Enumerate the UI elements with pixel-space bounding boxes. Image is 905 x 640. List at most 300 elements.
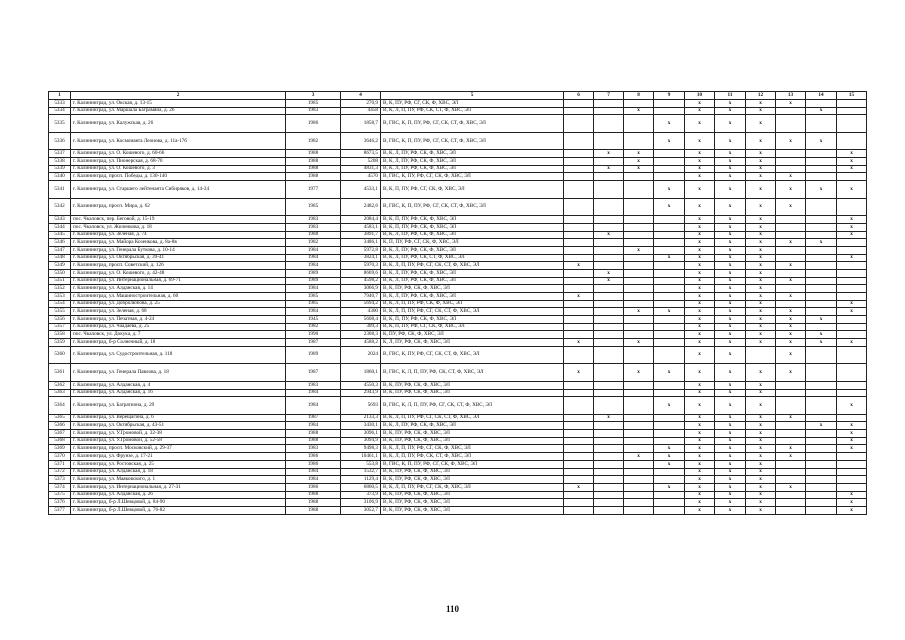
mark-cell-col-9	[654, 437, 685, 445]
mark-cell-col-7	[594, 308, 624, 316]
address-cell: г. Калининград, просп. Мира, д. 62	[71, 198, 286, 216]
mark-cell-col-15: х	[837, 223, 867, 231]
mark-cell-col-7	[594, 437, 624, 445]
mark-cell-col-13	[776, 115, 806, 133]
mark-cell-col-13: х	[776, 100, 806, 108]
mark-cell-col-9	[654, 300, 685, 308]
systems-cell: В, К, ПУ, РФ, СК, Ф, ХВС, ЭЛ	[381, 381, 564, 389]
row-number-cell: 5377	[49, 506, 71, 514]
systems-cell: В, К, ПУ, РФ, СК, Ф, ХВС, ЭЛ	[381, 506, 564, 514]
mark-cell-col-15: х	[837, 397, 867, 415]
systems-cell: В, К, Л, П, ПУ, РФ, СК, Ф, ХВС, ЭЛ	[381, 300, 564, 308]
row-number-cell: 5354	[49, 300, 71, 308]
mark-cell-col-12: х	[746, 254, 776, 262]
mark-cell-col-14	[806, 173, 837, 181]
mark-cell-col-7	[594, 239, 624, 247]
row-number-cell: 5358	[49, 331, 71, 339]
table-row	[49, 499, 867, 507]
area-cell: 4583,1	[341, 223, 381, 231]
mark-cell-col-6	[564, 269, 594, 277]
table-row	[49, 246, 867, 254]
row-number-cell: 5343	[49, 216, 71, 224]
row-number-cell: 5348	[49, 254, 71, 262]
mark-cell-col-15	[837, 476, 867, 484]
mark-cell-col-8	[624, 430, 654, 438]
mark-cell-col-6	[564, 381, 594, 389]
mark-cell-col-7	[594, 339, 624, 347]
mark-cell-col-12: х	[746, 262, 776, 270]
address-cell: пос. Чкаловск, ул. Докука, д. 7	[71, 331, 286, 339]
mark-cell-col-11: х	[715, 107, 746, 115]
mark-cell-col-13	[776, 499, 806, 507]
systems-cell: В, К, ПУ, РФ, СК, Ф, ХВС, ЭЛ	[381, 430, 564, 438]
systems-cell: В, К, Л, ПУ, РФ, СК, Ф, ХВС, ЭЛ	[381, 277, 564, 285]
year-cell: 1945	[286, 316, 341, 324]
mark-cell-col-8	[624, 100, 654, 108]
year-cell: 1983	[286, 223, 341, 231]
buildings-table	[48, 91, 867, 515]
mark-cell-col-11: х	[715, 277, 746, 285]
mark-cell-col-15	[837, 389, 867, 397]
mark-cell-col-14: х	[806, 331, 837, 339]
mark-cell-col-9: х	[654, 132, 685, 150]
mark-cell-col-13: х	[776, 445, 806, 453]
mark-cell-col-7	[594, 285, 624, 293]
table-row	[49, 231, 867, 239]
mark-cell-col-15: х	[837, 445, 867, 453]
row-number-cell: 5375	[49, 491, 71, 499]
mark-cell-col-10: х	[685, 269, 715, 277]
mark-cell-col-15: х	[837, 491, 867, 499]
mark-cell-col-10: х	[685, 468, 715, 476]
mark-cell-col-12: х	[746, 107, 776, 115]
systems-cell: В, К, ПУ, РФ, СК, Ф, ХВС, ЭЛ	[381, 437, 564, 445]
row-number-cell: 5372	[49, 468, 71, 476]
mark-cell-col-15: х	[837, 339, 867, 347]
header-cell: 12	[746, 92, 776, 100]
mark-cell-col-13: х	[776, 453, 806, 461]
mark-cell-col-14	[806, 460, 837, 468]
row-number-cell: 5335	[49, 115, 71, 133]
mark-cell-col-11: х	[715, 499, 746, 507]
year-cell: 1985	[286, 300, 341, 308]
mark-cell-col-15: х	[837, 422, 867, 430]
table-row	[49, 468, 867, 476]
mark-cell-col-11: х	[715, 323, 746, 331]
mark-cell-col-9	[654, 293, 685, 301]
mark-cell-col-13: х	[776, 483, 806, 491]
header-cell: 11	[715, 92, 746, 100]
mark-cell-col-13	[776, 246, 806, 254]
mark-cell-col-12	[746, 346, 776, 364]
mark-cell-col-8	[624, 460, 654, 468]
mark-cell-col-15	[837, 246, 867, 254]
mark-cell-col-7	[594, 181, 624, 199]
mark-cell-col-10: х	[685, 414, 715, 422]
area-cell: 1860,1	[341, 364, 381, 382]
mark-cell-col-6	[564, 414, 594, 422]
mark-cell-col-13	[776, 506, 806, 514]
table-row	[49, 254, 867, 262]
mark-cell-col-13: х	[776, 239, 806, 247]
mark-cell-col-10: х	[685, 397, 715, 415]
mark-cell-col-6	[564, 300, 594, 308]
mark-cell-col-10: х	[685, 506, 715, 514]
mark-cell-col-8	[624, 422, 654, 430]
mark-cell-col-14	[806, 277, 837, 285]
table-row	[49, 460, 867, 468]
header-cell: 15	[837, 92, 867, 100]
mark-cell-col-12: х	[746, 158, 776, 166]
mark-cell-col-9: х	[654, 460, 685, 468]
address-cell: г. Калининград, ул. Маршала Баграмяна, д. 26	[71, 107, 286, 115]
mark-cell-col-12: х	[746, 293, 776, 301]
address-cell: г. Калининград, б-р Л.Шевцовой, д. 84-90	[71, 499, 286, 507]
systems-cell: В, К, Л, ПУ, РФ, СК, Ф, ХВС, ЭЛ	[381, 246, 564, 254]
mark-cell-col-8	[624, 181, 654, 199]
address-cell: г. Калининград, ул. Печатная, д. 4-24	[71, 316, 286, 324]
address-cell: г. Калининград, просп. Победы, д. 130-140	[71, 173, 286, 181]
mark-cell-col-8	[624, 414, 654, 422]
mark-cell-col-10: х	[685, 216, 715, 224]
mark-cell-col-7: х	[594, 277, 624, 285]
address-cell: г. Калининград, ул. Ростовская, д. 25	[71, 460, 286, 468]
mark-cell-col-7	[594, 173, 624, 181]
year-cell: 1984	[286, 254, 341, 262]
address-cell: г. Калининград, ул. О. Кошевого, д. 60-66	[71, 150, 286, 158]
mark-cell-col-7	[594, 483, 624, 491]
mark-cell-col-12: х	[746, 277, 776, 285]
mark-cell-col-6	[564, 173, 594, 181]
mark-cell-col-12: х	[746, 132, 776, 150]
mark-cell-col-6	[564, 115, 594, 133]
mark-cell-col-6	[564, 216, 594, 224]
mark-cell-col-10: х	[685, 331, 715, 339]
mark-cell-col-10: х	[685, 173, 715, 181]
mark-cell-col-9	[654, 231, 685, 239]
area-cell: 10461,1	[341, 453, 381, 461]
year-cell: 1988	[286, 165, 341, 173]
address-cell: г. Калининград, ул. Чаадаева, д. 25	[71, 323, 286, 331]
mark-cell-col-6	[564, 246, 594, 254]
mark-cell-col-14: х	[806, 339, 837, 347]
table-row	[49, 346, 867, 364]
table-row	[49, 323, 867, 331]
mark-cell-col-10: х	[685, 460, 715, 468]
mark-cell-col-8	[624, 216, 654, 224]
table-row	[49, 389, 867, 397]
mark-cell-col-9: х	[654, 198, 685, 216]
mark-cell-col-15: х	[837, 300, 867, 308]
mark-cell-col-9	[654, 150, 685, 158]
mark-cell-col-14	[806, 506, 837, 514]
mark-cell-col-14: х	[806, 316, 837, 324]
mark-cell-col-10: х	[685, 262, 715, 270]
mark-cell-col-7	[594, 468, 624, 476]
mark-cell-col-14	[806, 293, 837, 301]
mark-cell-col-14	[806, 158, 837, 166]
mark-cell-col-10: х	[685, 430, 715, 438]
area-cell: 4831,3	[341, 165, 381, 173]
mark-cell-col-9: х	[654, 483, 685, 491]
row-number-cell: 5347	[49, 246, 71, 254]
systems-cell: В, К, Л, ПУ, РФ, СК, СТ, Ф, ХВС, ЭЛ	[381, 254, 564, 262]
mark-cell-col-11: х	[715, 181, 746, 199]
row-number-cell: 5373	[49, 476, 71, 484]
mark-cell-col-14	[806, 364, 837, 382]
row-number-cell: 5374	[49, 483, 71, 491]
address-cell: г. Калининград, б-р Л.Шевцовой, д. 76-82	[71, 506, 286, 514]
mark-cell-col-12: х	[746, 316, 776, 324]
table-row	[49, 397, 867, 415]
mark-cell-col-6: х	[564, 339, 594, 347]
mark-cell-col-11: х	[715, 223, 746, 231]
area-cell: 1129,4	[341, 476, 381, 484]
systems-cell: В, К, ПУ, РФ, СК, Ф, ХВС, ЭЛ	[381, 389, 564, 397]
mark-cell-col-7	[594, 132, 624, 150]
table-row	[49, 364, 867, 382]
page-number: 110	[445, 604, 459, 614]
year-cell: 1989	[286, 277, 341, 285]
area-cell: 3891,7	[341, 231, 381, 239]
mark-cell-col-15: х	[837, 158, 867, 166]
mark-cell-col-8	[624, 173, 654, 181]
mark-cell-col-9	[654, 165, 685, 173]
mark-cell-col-6	[564, 223, 594, 231]
row-number-cell: 5345	[49, 231, 71, 239]
mark-cell-col-12: х	[746, 150, 776, 158]
year-cell: 1982	[286, 132, 341, 150]
table-row	[49, 414, 867, 422]
mark-cell-col-15	[837, 198, 867, 216]
systems-cell: В, К, Л, ПУ, РФ, СК, Ф, ХВС, ЭЛ	[381, 293, 564, 301]
mark-cell-col-9	[654, 476, 685, 484]
year-cell: 1988	[286, 430, 341, 438]
mark-cell-col-7	[594, 506, 624, 514]
mark-cell-col-14	[806, 389, 837, 397]
row-number-cell: 5344	[49, 223, 71, 231]
systems-cell: В, К, ПУ, РФ, СК, Ф, ХВС, ЭЛ	[381, 468, 564, 476]
mark-cell-col-14	[806, 165, 837, 173]
area-cell: 373,9	[341, 491, 381, 499]
area-cell: 4300	[341, 308, 381, 316]
mark-cell-col-6: х	[564, 262, 594, 270]
address-cell: г. Калининград, ул. Машиностроительная, д. 60	[71, 293, 286, 301]
mark-cell-col-12: х	[746, 165, 776, 173]
year-cell: 1984	[286, 389, 341, 397]
mark-cell-col-12: х	[746, 499, 776, 507]
mark-cell-col-12: х	[746, 381, 776, 389]
table-row	[49, 430, 867, 438]
mark-cell-col-13	[776, 158, 806, 166]
mark-cell-col-15: х	[837, 165, 867, 173]
area-cell: 8673,5	[341, 150, 381, 158]
mark-cell-col-14	[806, 300, 837, 308]
year-cell: 1983	[286, 381, 341, 389]
mark-cell-col-9: х	[654, 445, 685, 453]
mark-cell-col-7	[594, 346, 624, 364]
table-row	[49, 476, 867, 484]
mark-cell-col-8	[624, 300, 654, 308]
mark-cell-col-8	[624, 437, 654, 445]
mark-cell-col-14	[806, 397, 837, 415]
mark-cell-col-13: х	[776, 277, 806, 285]
address-cell: г. Калининград, ул. Верещагина, д. 6	[71, 414, 286, 422]
row-number-cell: 5338	[49, 158, 71, 166]
table-row	[49, 216, 867, 224]
mark-cell-col-9	[654, 491, 685, 499]
mark-cell-col-12: х	[746, 437, 776, 445]
mark-cell-col-11: х	[715, 430, 746, 438]
mark-cell-col-6	[564, 308, 594, 316]
mark-cell-col-15	[837, 468, 867, 476]
mark-cell-col-12: х	[746, 397, 776, 415]
mark-cell-col-7	[594, 460, 624, 468]
address-cell: г. Калининград, ул. Алданская, д. 18	[71, 468, 286, 476]
mark-cell-col-11: х	[715, 198, 746, 216]
systems-cell: В, ГВС, К, Л, П, ПУ, РФ, СК, СТ, Ф, ХВС, ЭЛ	[381, 364, 564, 382]
mark-cell-col-14	[806, 468, 837, 476]
address-cell: г. Калининград, ул. Фрунзе, д. 17-21	[71, 453, 286, 461]
table-row	[49, 445, 867, 453]
mark-cell-col-14	[806, 231, 837, 239]
mark-cell-col-10: х	[685, 422, 715, 430]
area-cell: 3094,9	[341, 437, 381, 445]
mark-cell-col-7: х	[594, 414, 624, 422]
mark-cell-col-6	[564, 346, 594, 364]
mark-cell-col-13	[776, 300, 806, 308]
row-number-cell: 5340	[49, 173, 71, 181]
area-cell: 1532,7	[341, 468, 381, 476]
address-cell: г. Калининград, ул. Калужская, д. 26	[71, 115, 286, 133]
row-number-cell: 5359	[49, 339, 71, 347]
mark-cell-col-15: х	[837, 430, 867, 438]
header-cell: 2	[71, 92, 286, 100]
row-number-cell: 5360	[49, 346, 71, 364]
mark-cell-col-14	[806, 414, 837, 422]
mark-cell-col-8: х	[624, 150, 654, 158]
year-cell: 1984	[286, 422, 341, 430]
table-row	[49, 181, 867, 199]
mark-cell-col-9	[654, 389, 685, 397]
mark-cell-col-13	[776, 107, 806, 115]
mark-cell-col-15	[837, 364, 867, 382]
mark-cell-col-11: х	[715, 491, 746, 499]
address-cell: г. Калининград, ул. О. Кошевого, д. 3	[71, 165, 286, 173]
mark-cell-col-14: х	[806, 422, 837, 430]
area-cell: 4570	[341, 173, 381, 181]
mark-cell-col-8	[624, 499, 654, 507]
year-cell: 1986	[286, 483, 341, 491]
mark-cell-col-13: х	[776, 198, 806, 216]
header-cell: 10	[685, 92, 715, 100]
mark-cell-col-15: х	[837, 181, 867, 199]
mark-cell-col-7	[594, 491, 624, 499]
mark-cell-col-13	[776, 223, 806, 231]
mark-cell-col-13: х	[776, 173, 806, 181]
year-cell: 1987	[286, 414, 341, 422]
mark-cell-col-13	[776, 397, 806, 415]
area-cell: 270,9	[341, 100, 381, 108]
mark-cell-col-10: х	[685, 483, 715, 491]
mark-cell-col-13: х	[776, 414, 806, 422]
mark-cell-col-6	[564, 389, 594, 397]
mark-cell-col-9	[654, 216, 685, 224]
mark-cell-col-14	[806, 499, 837, 507]
systems-cell: В, К, П, ПУ, РФ, СК, Ф, ХВС, ЭЛ	[381, 216, 564, 224]
mark-cell-col-13	[776, 254, 806, 262]
row-number-cell: 5350	[49, 269, 71, 277]
row-number-cell: 5341	[49, 181, 71, 199]
table-row	[49, 316, 867, 324]
area-cell: 9498,3	[341, 445, 381, 453]
mark-cell-col-6	[564, 453, 594, 461]
mark-cell-col-15: х	[837, 506, 867, 514]
mark-cell-col-13: х	[776, 308, 806, 316]
year-cell: 1988	[286, 499, 341, 507]
mark-cell-col-9	[654, 158, 685, 166]
table-row	[49, 239, 867, 247]
mark-cell-col-10: х	[685, 300, 715, 308]
mark-cell-col-9	[654, 346, 685, 364]
mark-cell-col-11: х	[715, 397, 746, 415]
year-cell: 1984	[286, 476, 341, 484]
mark-cell-col-14	[806, 246, 837, 254]
header-cell: 1	[49, 92, 71, 100]
mark-cell-col-10: х	[685, 115, 715, 133]
table-row	[49, 285, 867, 293]
mark-cell-col-10: х	[685, 364, 715, 382]
mark-cell-col-6	[564, 491, 594, 499]
mark-cell-col-7	[594, 300, 624, 308]
systems-cell: В, ГВС, К, П, ПУ, РФ, СГ, СК, СТ, Ф, ХВС, ЭЛ	[381, 115, 564, 133]
mark-cell-col-14	[806, 346, 837, 364]
year-cell: 1989	[286, 269, 341, 277]
systems-cell: В, К, ПУ, РФ, СК, Ф, ХВС, ЭЛ	[381, 491, 564, 499]
mark-cell-col-12: х	[746, 300, 776, 308]
area-cell: 2133,3	[341, 414, 381, 422]
mark-cell-col-14	[806, 308, 837, 316]
table-row	[49, 165, 867, 173]
mark-cell-col-8	[624, 323, 654, 331]
table-body	[49, 92, 867, 515]
mark-cell-col-11: х	[715, 262, 746, 270]
header-cell: 6	[564, 92, 594, 100]
header-cell: 14	[806, 92, 837, 100]
mark-cell-col-7	[594, 453, 624, 461]
area-cell: 6860,5	[341, 483, 381, 491]
row-number-cell: 5333	[49, 100, 71, 108]
mark-cell-col-9	[654, 262, 685, 270]
address-cell: г. Калининград, ул. Окская, д. 13-15	[71, 100, 286, 108]
header-cell: 7	[594, 92, 624, 100]
mark-cell-col-13: х	[776, 132, 806, 150]
mark-cell-col-15	[837, 132, 867, 150]
mark-cell-col-9	[654, 323, 685, 331]
row-number-cell: 5365	[49, 414, 71, 422]
year-cell: 1988	[286, 150, 341, 158]
mark-cell-col-12: х	[746, 198, 776, 216]
mark-cell-col-15: х	[837, 216, 867, 224]
mark-cell-col-9	[654, 107, 685, 115]
address-cell: г. Калининград, ул. Октябрьская, д. 39-41	[71, 254, 286, 262]
row-number-cell: 5357	[49, 323, 71, 331]
mark-cell-col-7	[594, 430, 624, 438]
mark-cell-col-7	[594, 389, 624, 397]
mark-cell-col-9	[654, 381, 685, 389]
year-cell: 1982	[286, 323, 341, 331]
mark-cell-col-15	[837, 269, 867, 277]
